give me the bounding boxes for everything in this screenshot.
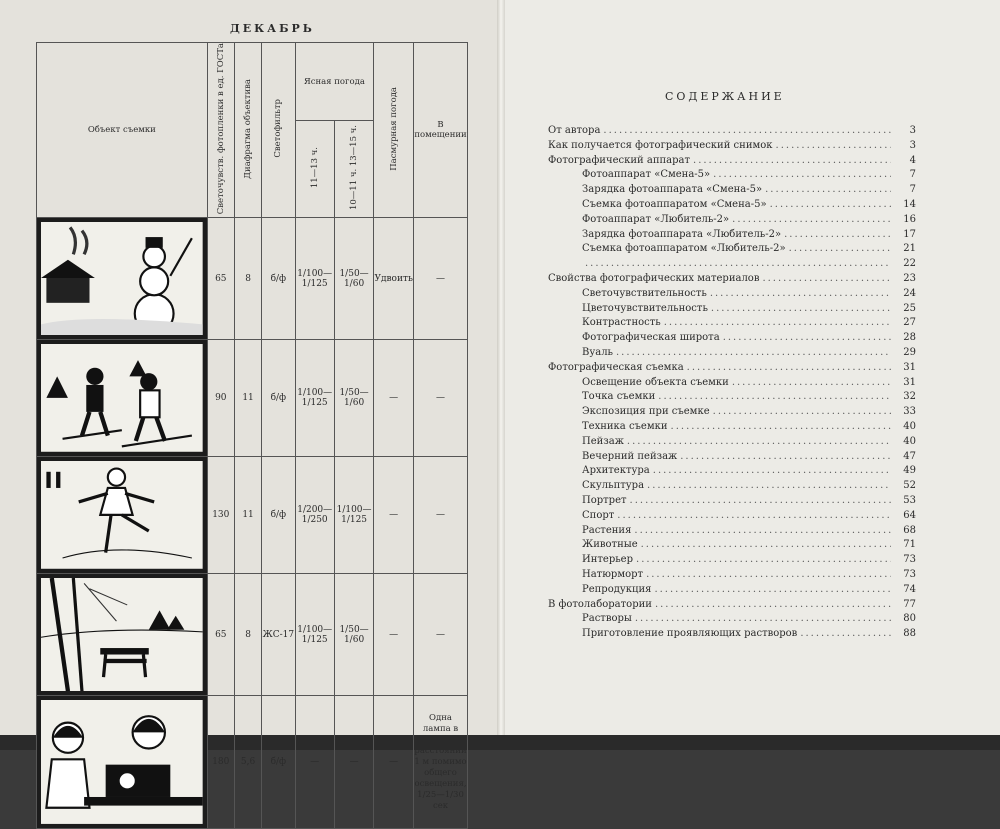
cell-indoor-note: Одна лампа в 300 в на расстоянии 1 м помимо общего освещения, 1/25—1/30 сек — [414, 696, 468, 829]
toc-entry — [548, 361, 916, 376]
toc-entry-title: Зарядка фотоаппарата «Смена-5» — [582, 184, 763, 196]
toc-entry-page: 53 — [903, 494, 916, 506]
toc-entry — [548, 420, 916, 435]
table-row — [37, 696, 468, 829]
toc-leader-dots — [641, 538, 891, 553]
toc-entry-page: 52 — [903, 480, 916, 492]
header-filter: Светофильтр — [273, 99, 284, 158]
toc-leader-dots — [658, 390, 891, 405]
toc-leader-dots — [713, 405, 891, 420]
toc-leader-dots — [789, 242, 891, 257]
toc-entry — [548, 494, 916, 509]
toc-leader-dots — [655, 598, 891, 613]
cell-time-2: — — [334, 696, 373, 829]
toc-entry-page: 16 — [903, 213, 916, 225]
toc-leader-dots — [616, 346, 891, 361]
toc-entry-title: Съемка фотоаппаратом «Смена-5» — [582, 198, 767, 210]
header-time-1: 11—13 ч. — [309, 147, 320, 189]
cell-indoor: — — [414, 218, 468, 340]
toc-entry-title: Зарядка фотоаппарата «Любитель-2» — [582, 228, 782, 240]
toc-entry-page: 49 — [903, 465, 916, 477]
toc-entry-page: 71 — [903, 539, 916, 551]
toc-entry-title: Репродукция — [582, 583, 652, 595]
table-row — [37, 218, 468, 340]
toc-entry — [548, 198, 916, 213]
toc-entry — [548, 272, 916, 287]
toc-leader-dots — [647, 479, 891, 494]
toc-leader-dots — [680, 450, 891, 465]
toc-leader-dots — [627, 435, 891, 450]
cell-overcast: — — [374, 340, 414, 457]
toc-entry-page: 3 — [909, 125, 916, 136]
cell-indoor: — — [414, 340, 468, 457]
toc-leader-dots — [630, 494, 891, 509]
toc-entry-page: 31 — [903, 376, 916, 388]
toc-entry — [548, 124, 916, 139]
toc-entry — [548, 139, 916, 154]
toc-entry-title: Натюрморт — [582, 568, 644, 580]
header-sensitivity: Светочувств. фотопленки в ед. ГОСТа — [215, 43, 226, 215]
toc-entry-page: 25 — [903, 302, 916, 314]
toc-entry-title: Свойства фотографических материалов — [548, 272, 760, 284]
cell-time-1: 1/100—1/125 — [295, 573, 334, 695]
toc-entry — [548, 346, 916, 361]
toc-entry-page: 80 — [903, 613, 916, 625]
toc-entry-title: Точка съемки — [582, 391, 656, 403]
toc-entry-title: Спорт — [582, 509, 615, 521]
cell-time-2: 1/50—1/60 — [334, 340, 373, 457]
toc-entry-title: Скульптура — [582, 480, 645, 492]
toc-leader-dots — [617, 509, 891, 524]
toc-entry-title: Контрастность — [582, 317, 661, 329]
cell-time-1: 1/200—1/250 — [295, 457, 334, 574]
cell-time-1: — — [295, 696, 334, 829]
toc-entry-title: Цветочувствительность — [582, 302, 708, 314]
toc-entry-page: 27 — [903, 317, 916, 329]
toc-entry-title: Техника съемки — [582, 420, 668, 432]
toc-entry — [548, 183, 916, 198]
cell-overcast: — — [374, 457, 414, 574]
toc-leader-dots — [585, 257, 891, 272]
toc-leader-dots — [732, 376, 891, 391]
cell-sensitivity: 90 — [207, 340, 234, 457]
toc-entry-title: Портрет — [582, 494, 627, 506]
toc-entry-page: 47 — [903, 450, 916, 462]
toc-entry — [548, 464, 916, 479]
toc-entry-title: Растения — [582, 524, 632, 536]
toc-leader-dots — [635, 612, 891, 627]
cell-time-1: 1/100—1/125 — [295, 218, 334, 340]
toc-entry-title: Пейзаж — [582, 435, 624, 447]
toc-entry-page: 23 — [903, 272, 916, 284]
toc-entry — [548, 376, 916, 391]
toc-leader-dots — [671, 420, 891, 435]
toc-entry — [548, 316, 916, 331]
table-of-contents — [548, 124, 916, 642]
book-spine — [497, 0, 505, 750]
toc-entry-title: От автора — [548, 125, 601, 136]
toc-entry-title: Фотографическая широта — [582, 332, 720, 344]
exposure-table — [36, 42, 468, 829]
toc-entry-page: 22 — [903, 258, 916, 270]
toc-entry — [548, 257, 916, 272]
toc-entry — [548, 154, 916, 169]
table-row — [37, 573, 468, 695]
toc-entry — [548, 242, 916, 257]
toc-entry — [548, 598, 916, 613]
toc-leader-dots — [713, 168, 891, 183]
toc-entry-page: 29 — [903, 346, 916, 358]
cell-time-2: 1/50—1/60 — [334, 218, 373, 340]
sewing-picture — [37, 696, 208, 829]
toc-entry — [548, 435, 916, 450]
toc-entry — [548, 213, 916, 228]
toc-entry-title: Светочувствительность — [582, 287, 707, 299]
toc-entry-page: 7 — [909, 169, 916, 181]
toc-leader-dots — [776, 139, 891, 154]
toc-entry — [548, 287, 916, 302]
toc-leader-dots — [765, 183, 891, 198]
toc-entry-page: 17 — [903, 228, 916, 240]
toc-entry-page: 64 — [903, 509, 916, 521]
table-row — [37, 457, 468, 574]
toc-leader-dots — [710, 287, 891, 302]
toc-entry — [548, 390, 916, 405]
toc-entry-title: Приготовление проявляющих растворов — [582, 628, 798, 640]
cell-overcast: — — [374, 696, 414, 829]
cell-time-1: 1/100—1/125 — [295, 340, 334, 457]
cell-sensitivity: 65 — [207, 218, 234, 340]
toc-entry — [548, 302, 916, 317]
cell-aperture: 8 — [234, 218, 261, 340]
toc-entry-title: Освещение объекта съемки — [582, 376, 729, 388]
skiers-picture — [37, 340, 208, 457]
skater-picture — [37, 457, 208, 574]
header-overcast: Пасмурная погода — [388, 86, 399, 171]
cell-filter: б/ф — [262, 696, 295, 829]
cell-aperture: 11 — [234, 340, 261, 457]
toc-leader-dots — [664, 316, 891, 331]
toc-entry-title: Фотоаппарат «Любитель-2» — [582, 213, 730, 225]
cell-indoor: — — [414, 573, 468, 695]
toc-entry-title: Как получается фотографический снимок — [548, 139, 773, 151]
toc-leader-dots — [770, 198, 891, 213]
cell-aperture: 8 — [234, 573, 261, 695]
toc-entry-page: 4 — [909, 154, 916, 166]
toc-entry-title: Интерьер — [582, 554, 634, 566]
toc-entry-page: 32 — [903, 391, 916, 403]
toc-entry-page: 77 — [903, 598, 916, 610]
cell-time-2: 1/50—1/60 — [334, 573, 373, 695]
toc-entry-page: 28 — [903, 332, 916, 344]
toc-entry-page: 24 — [903, 287, 916, 299]
toc-entry — [548, 538, 916, 553]
toc-entry-title: Архитектура — [582, 465, 650, 477]
header-time-2: 10—11 ч. 13—15 ч. — [349, 125, 360, 211]
toc-entry-title: Экспозиция при съемке — [582, 406, 710, 418]
toc-entry — [548, 228, 916, 243]
contents-title: СОДЕРЖАНИЕ — [665, 90, 785, 103]
toc-entry-page: 68 — [903, 524, 916, 536]
toc-entry — [548, 553, 916, 568]
toc-entry — [548, 405, 916, 420]
toc-entry-page: 40 — [903, 435, 916, 447]
toc-leader-dots — [784, 228, 891, 243]
toc-entry — [548, 524, 916, 539]
toc-entry-title: Фотографический аппарат — [548, 154, 691, 166]
toc-entry-page: 14 — [903, 198, 916, 210]
snowman-picture — [37, 218, 208, 340]
cell-aperture: 11 — [234, 457, 261, 574]
header-object: Объект съемки — [37, 43, 208, 218]
cell-filter: б/ф — [262, 218, 295, 340]
cell-indoor: — — [414, 457, 468, 574]
toc-entry — [548, 331, 916, 346]
toc-entry-title: Растворы — [582, 613, 632, 625]
cell-overcast: — — [374, 573, 414, 695]
month-heading: ДЕКАБРЬ — [230, 22, 315, 35]
toc-leader-dots — [711, 302, 891, 317]
toc-entry-page: 40 — [903, 420, 916, 432]
toc-entry-page: 31 — [903, 361, 916, 373]
toc-entry-title: Съемка фотоаппаратом «Любитель-2» — [582, 243, 786, 255]
cell-filter: б/ф — [262, 457, 295, 574]
toc-entry-title: В фотолаборатории — [548, 598, 652, 610]
cell-sensitivity: 180 — [207, 696, 234, 829]
toc-entry-page: 88 — [903, 628, 916, 640]
cell-filter: б/ф — [262, 340, 295, 457]
toc-entry-page: 21 — [903, 243, 916, 255]
toc-entry — [548, 479, 916, 494]
toc-leader-dots — [646, 568, 891, 583]
toc-leader-dots — [634, 524, 891, 539]
toc-leader-dots — [732, 213, 891, 228]
toc-leader-dots — [654, 583, 891, 598]
toc-leader-dots — [636, 553, 891, 568]
cell-sensitivity: 65 — [207, 573, 234, 695]
toc-entry — [548, 450, 916, 465]
toc-leader-dots — [653, 464, 891, 479]
toc-leader-dots — [693, 154, 891, 169]
toc-leader-dots — [723, 331, 891, 346]
toc-entry-title: Фотографическая съемка — [548, 361, 684, 373]
toc-entry-page: 3 — [909, 139, 916, 151]
header-indoor: В помещении — [414, 43, 468, 218]
toc-entry-title: Вуаль — [582, 346, 613, 358]
cell-time-2: 1/100—1/125 — [334, 457, 373, 574]
toc-leader-dots — [800, 627, 891, 642]
toc-entry — [548, 568, 916, 583]
toc-entry-title: Фотоаппарат «Смена-5» — [582, 169, 711, 181]
toc-entry-page: 73 — [903, 568, 916, 580]
toc-leader-dots — [762, 272, 891, 287]
toc-leader-dots — [603, 124, 891, 139]
header-aperture: Диафрагма объектива — [243, 78, 254, 179]
cell-aperture: 5,6 — [234, 696, 261, 829]
table-row — [37, 340, 468, 457]
cell-overcast: Удвоить — [374, 218, 414, 340]
toc-entry-title: Вечерний пейзаж — [582, 450, 678, 462]
toc-leader-dots — [687, 361, 891, 376]
toc-entry — [548, 583, 916, 598]
toc-entry — [548, 612, 916, 627]
toc-entry — [548, 168, 916, 183]
header-clear-weather: Ясная погода — [295, 43, 374, 121]
winter-park-picture — [37, 573, 208, 695]
toc-entry-page: 74 — [903, 583, 916, 595]
toc-entry-title: Животные — [582, 539, 638, 551]
toc-entry — [548, 627, 916, 642]
toc-entry-page: 33 — [903, 406, 916, 418]
cell-filter: ЖС-17 — [262, 573, 295, 695]
toc-entry — [548, 509, 916, 524]
cell-sensitivity: 130 — [207, 457, 234, 574]
toc-entry-page: 7 — [909, 184, 916, 196]
toc-entry-page: 73 — [903, 554, 916, 566]
